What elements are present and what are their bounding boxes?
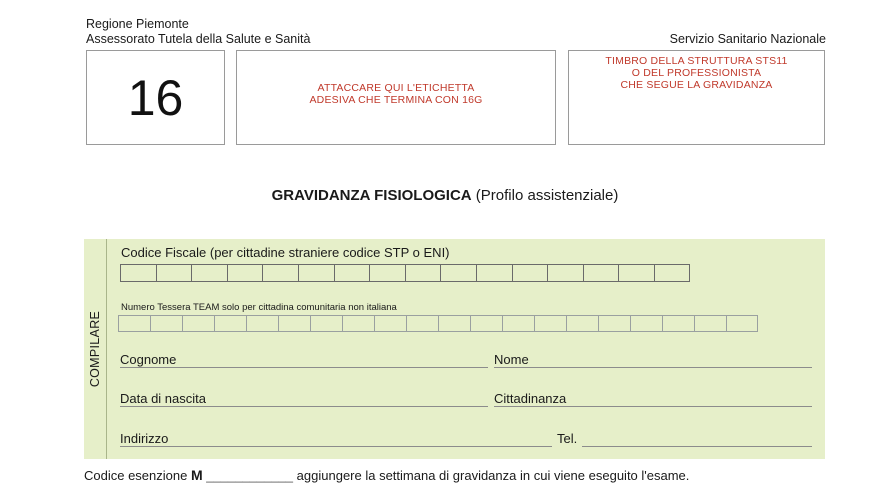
region-name: Regione Piemonte	[86, 17, 189, 31]
exemption-row	[84, 467, 689, 483]
label-instruction-line1: ATTACCARE QUI L'ETICHETTA	[317, 81, 475, 94]
char-cell[interactable]	[118, 315, 150, 332]
char-cell[interactable]	[120, 264, 156, 282]
label-instruction-line2: ADESIVA CHE TERMINA CON 16G	[309, 93, 483, 106]
data-nascita-input-line[interactable]	[120, 406, 488, 407]
page-title	[0, 187, 890, 204]
char-cell[interactable]	[534, 315, 566, 332]
char-cell[interactable]	[156, 264, 192, 282]
char-cell[interactable]	[502, 315, 534, 332]
exemption-note: aggiungere la settimana di gravidanza in cui viene eseguito l'esame.	[296, 468, 690, 483]
char-cell[interactable]	[583, 264, 619, 282]
char-cell[interactable]	[512, 264, 548, 282]
char-cell[interactable]	[662, 315, 694, 332]
char-cell[interactable]	[547, 264, 583, 282]
char-cell[interactable]	[694, 315, 726, 332]
char-cell[interactable]	[406, 315, 438, 332]
char-cell[interactable]	[246, 315, 278, 332]
cognome-input-line[interactable]	[120, 367, 488, 368]
char-cell[interactable]	[618, 264, 654, 282]
exemption-code: M	[190, 467, 203, 483]
char-cell[interactable]	[726, 315, 758, 332]
codice-fiscale-label: Codice Fiscale (per cittadine straniere codice STP o ENI)	[121, 245, 450, 260]
indirizzo-label: Indirizzo	[120, 431, 169, 446]
stamp-instruction-line3: CHE SEGUE LA GRAVIDANZA	[620, 79, 773, 91]
codice-fiscale-field[interactable]	[120, 264, 690, 282]
char-cell[interactable]	[654, 264, 690, 282]
label-placement-box	[236, 50, 556, 145]
data-nascita-label: Data di nascita	[120, 391, 206, 406]
stamp-instruction-line2: O DEL PROFESSIONISTA	[631, 67, 762, 79]
form-number: 16	[127, 69, 184, 126]
team-label: Numero Tessera TEAM solo per cittadina comunitaria non italiana	[121, 302, 397, 313]
title-main: GRAVIDANZA FISIOLOGICA	[271, 187, 472, 204]
char-cell[interactable]	[438, 315, 470, 332]
tel-label: Tel.	[557, 431, 578, 446]
char-cell[interactable]	[405, 264, 441, 282]
char-cell[interactable]	[369, 264, 405, 282]
char-cell[interactable]	[476, 264, 512, 282]
title-sub: (Profilo assistenziale)	[475, 187, 619, 204]
stamp-instruction-line1: TIMBRO DELLA STRUTTURA STS11	[605, 55, 788, 67]
char-cell[interactable]	[227, 264, 263, 282]
department-name: Assessorato Tutela della Salute e Sanità	[86, 32, 311, 46]
exemption-blank[interactable]: ____________	[206, 468, 294, 483]
char-cell[interactable]	[470, 315, 502, 332]
char-cell[interactable]	[278, 315, 310, 332]
char-cell[interactable]	[342, 315, 374, 332]
char-cell[interactable]	[262, 264, 298, 282]
nome-label: Nome	[494, 352, 529, 367]
char-cell[interactable]	[630, 315, 662, 332]
char-cell[interactable]	[440, 264, 476, 282]
cittadinanza-input-line[interactable]	[494, 406, 812, 407]
char-cell[interactable]	[191, 264, 227, 282]
char-cell[interactable]	[214, 315, 246, 332]
cittadinanza-label: Cittadinanza	[494, 391, 567, 406]
side-label-text: COMPILARE	[88, 310, 103, 388]
char-cell[interactable]	[334, 264, 370, 282]
service-name: Servizio Sanitario Nazionale	[669, 32, 826, 46]
char-cell[interactable]	[150, 315, 182, 332]
side-label	[84, 239, 106, 459]
char-cell[interactable]	[310, 315, 342, 332]
char-cell[interactable]	[566, 315, 598, 332]
indirizzo-input-line[interactable]	[120, 446, 552, 447]
char-cell[interactable]	[598, 315, 630, 332]
stamp-box	[568, 50, 825, 145]
cognome-label: Cognome	[120, 352, 177, 367]
char-cell[interactable]	[374, 315, 406, 332]
tel-input-line[interactable]	[582, 446, 812, 447]
team-field[interactable]	[118, 315, 758, 332]
char-cell[interactable]	[182, 315, 214, 332]
char-cell[interactable]	[298, 264, 334, 282]
exemption-prefix: Codice esenzione	[84, 468, 188, 483]
form-number-box	[86, 50, 225, 145]
nome-input-line[interactable]	[494, 367, 812, 368]
